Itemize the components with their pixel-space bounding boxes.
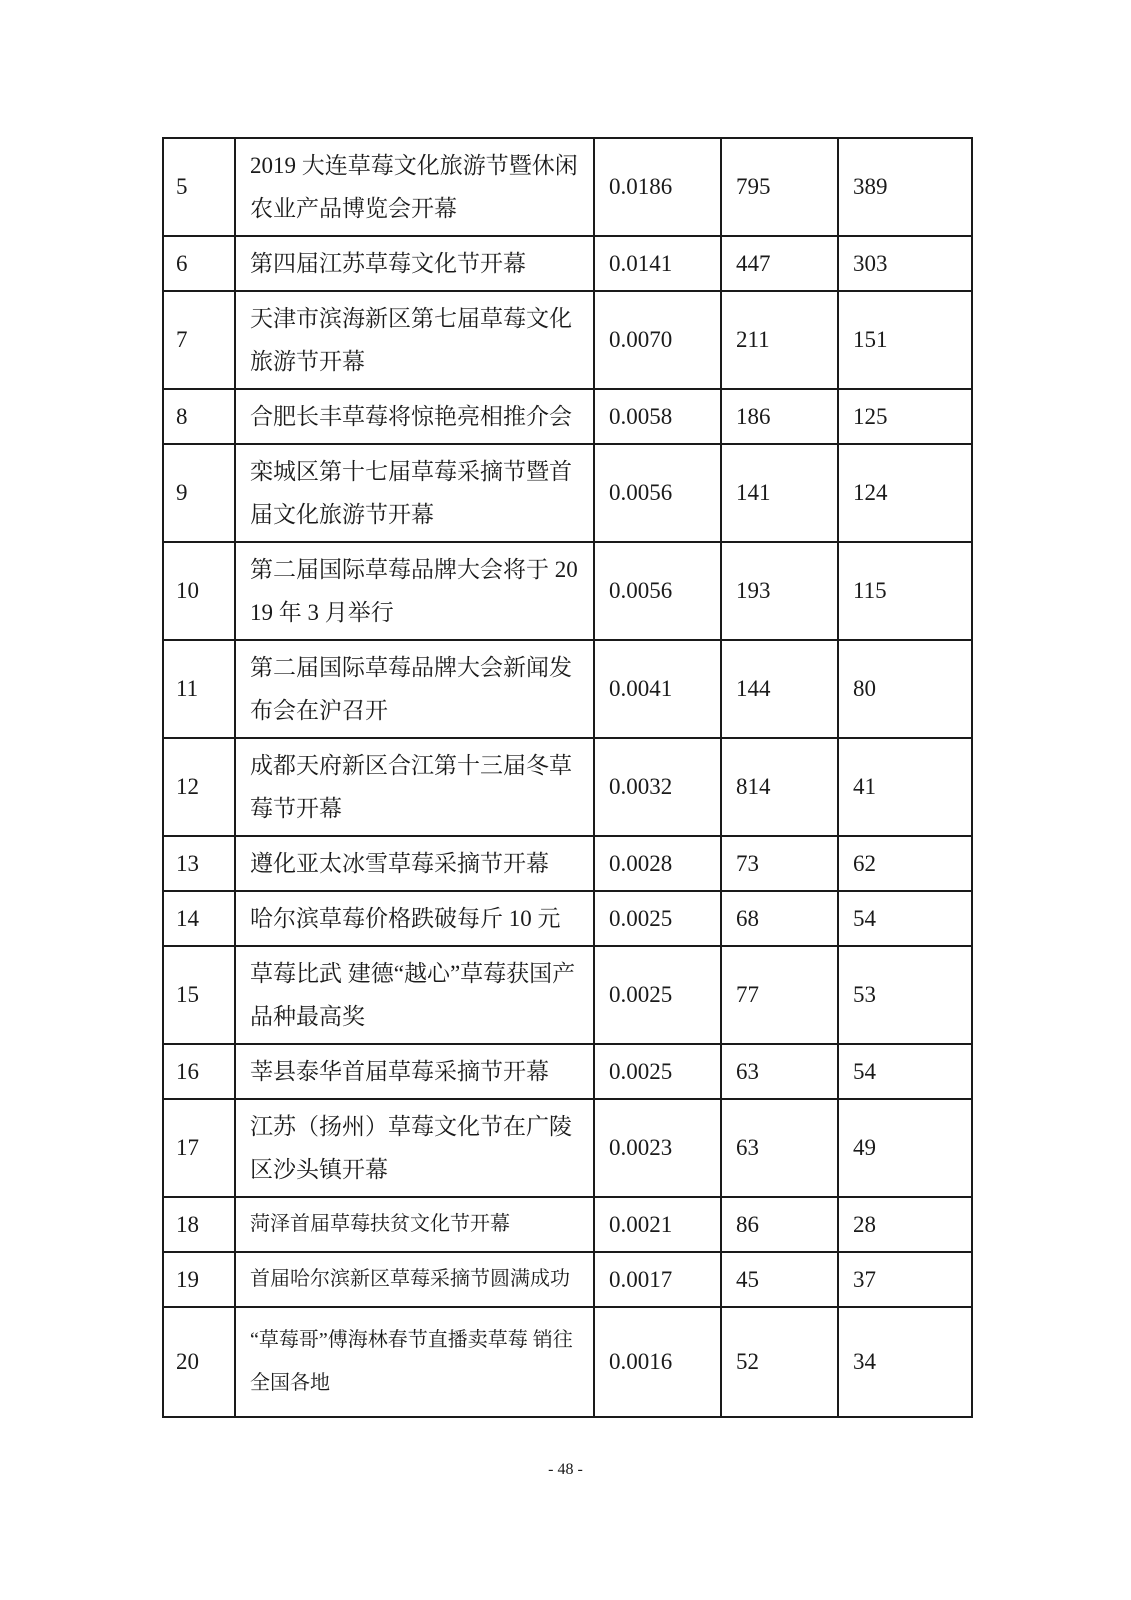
row-count2: 37 xyxy=(838,1252,972,1307)
row-value: 0.0056 xyxy=(594,542,721,640)
table-row xyxy=(163,236,972,291)
row-title: 菏泽首届草莓扶贫文化节开幕 xyxy=(235,1197,594,1252)
row-rank: 20 xyxy=(163,1307,235,1417)
table-row xyxy=(163,836,972,891)
row-rank: 5 xyxy=(163,138,235,236)
row-title: “草莓哥”傅海林春节直播卖草莓 销往全国各地 xyxy=(235,1307,594,1417)
table-row xyxy=(163,542,972,640)
row-count1: 447 xyxy=(721,236,838,291)
row-count1: 77 xyxy=(721,946,838,1044)
row-rank: 15 xyxy=(163,946,235,1044)
row-rank: 9 xyxy=(163,444,235,542)
row-value: 0.0023 xyxy=(594,1099,721,1197)
row-rank: 18 xyxy=(163,1197,235,1252)
row-count1: 193 xyxy=(721,542,838,640)
row-title: 遵化亚太冰雪草莓采摘节开幕 xyxy=(235,836,594,891)
row-count1: 814 xyxy=(721,738,838,836)
row-count2: 62 xyxy=(838,836,972,891)
row-rank: 8 xyxy=(163,389,235,444)
row-rank: 13 xyxy=(163,836,235,891)
row-count2: 28 xyxy=(838,1197,972,1252)
row-count1: 141 xyxy=(721,444,838,542)
table-row xyxy=(163,946,972,1044)
row-rank: 6 xyxy=(163,236,235,291)
table-row xyxy=(163,1197,972,1252)
row-title: 首届哈尔滨新区草莓采摘节圆满成功 xyxy=(235,1252,594,1307)
row-value: 0.0186 xyxy=(594,138,721,236)
table-row xyxy=(163,444,972,542)
row-count1: 144 xyxy=(721,640,838,738)
row-rank: 12 xyxy=(163,738,235,836)
table-row xyxy=(163,389,972,444)
row-count1: 211 xyxy=(721,291,838,389)
row-title: 江苏（扬州）草莓文化节在广陵区沙头镇开幕 xyxy=(235,1099,594,1197)
row-value: 0.0028 xyxy=(594,836,721,891)
table-row xyxy=(163,738,972,836)
row-count1: 68 xyxy=(721,891,838,946)
row-count2: 54 xyxy=(838,891,972,946)
footer-page-number: - 48 - xyxy=(548,1461,583,1478)
row-count1: 795 xyxy=(721,138,838,236)
row-count2: 34 xyxy=(838,1307,972,1417)
table-row xyxy=(163,1044,972,1099)
row-value: 0.0017 xyxy=(594,1252,721,1307)
row-title: 第四届江苏草莓文化节开幕 xyxy=(235,236,594,291)
row-count2: 49 xyxy=(838,1099,972,1197)
row-count2: 124 xyxy=(838,444,972,542)
row-value: 0.0016 xyxy=(594,1307,721,1417)
row-title: 第二届国际草莓品牌大会新闻发布会在沪召开 xyxy=(235,640,594,738)
row-count1: 63 xyxy=(721,1044,838,1099)
table-row xyxy=(163,1099,972,1197)
row-count2: 151 xyxy=(838,291,972,389)
row-title: 哈尔滨草莓价格跌破每斤 10 元 xyxy=(235,891,594,946)
table-row xyxy=(163,640,972,738)
row-count1: 63 xyxy=(721,1099,838,1197)
table-body xyxy=(163,138,972,1417)
row-value: 0.0025 xyxy=(594,891,721,946)
row-rank: 16 xyxy=(163,1044,235,1099)
row-rank: 17 xyxy=(163,1099,235,1197)
row-value: 0.0021 xyxy=(594,1197,721,1252)
row-count1: 52 xyxy=(721,1307,838,1417)
row-rank: 19 xyxy=(163,1252,235,1307)
row-title: 第二届国际草莓品牌大会将于 2019 年 3 月举行 xyxy=(235,542,594,640)
row-value: 0.0041 xyxy=(594,640,721,738)
row-value: 0.0025 xyxy=(594,946,721,1044)
row-count2: 115 xyxy=(838,542,972,640)
row-title: 草莓比武 建德“越心”草莓获国产品种最高奖 xyxy=(235,946,594,1044)
row-rank: 10 xyxy=(163,542,235,640)
row-title: 天津市滨海新区第七届草莓文化旅游节开幕 xyxy=(235,291,594,389)
row-title: 栾城区第十七届草莓采摘节暨首届文化旅游节开幕 xyxy=(235,444,594,542)
row-count1: 186 xyxy=(721,389,838,444)
row-title: 合肥长丰草莓将惊艳亮相推介会 xyxy=(235,389,594,444)
row-count1: 86 xyxy=(721,1197,838,1252)
table-row xyxy=(163,891,972,946)
row-value: 0.0025 xyxy=(594,1044,721,1099)
table-row xyxy=(163,1252,972,1307)
row-value: 0.0141 xyxy=(594,236,721,291)
row-title: 2019 大连草莓文化旅游节暨休闲农业产品博览会开幕 xyxy=(235,138,594,236)
row-rank: 14 xyxy=(163,891,235,946)
row-count2: 303 xyxy=(838,236,972,291)
row-count2: 80 xyxy=(838,640,972,738)
data-table xyxy=(162,137,973,1418)
row-title: 成都天府新区合江第十三届冬草莓节开幕 xyxy=(235,738,594,836)
row-title: 莘县泰华首届草莓采摘节开幕 xyxy=(235,1044,594,1099)
row-count1: 45 xyxy=(721,1252,838,1307)
row-count2: 389 xyxy=(838,138,972,236)
row-count2: 125 xyxy=(838,389,972,444)
row-count1: 73 xyxy=(721,836,838,891)
row-value: 0.0070 xyxy=(594,291,721,389)
row-count2: 53 xyxy=(838,946,972,1044)
table-row xyxy=(163,138,972,236)
row-value: 0.0056 xyxy=(594,444,721,542)
row-count2: 41 xyxy=(838,738,972,836)
row-count2: 54 xyxy=(838,1044,972,1099)
table-row xyxy=(163,291,972,389)
row-value: 0.0058 xyxy=(594,389,721,444)
row-rank: 7 xyxy=(163,291,235,389)
table-row xyxy=(163,1307,972,1417)
row-rank: 11 xyxy=(163,640,235,738)
row-value: 0.0032 xyxy=(594,738,721,836)
